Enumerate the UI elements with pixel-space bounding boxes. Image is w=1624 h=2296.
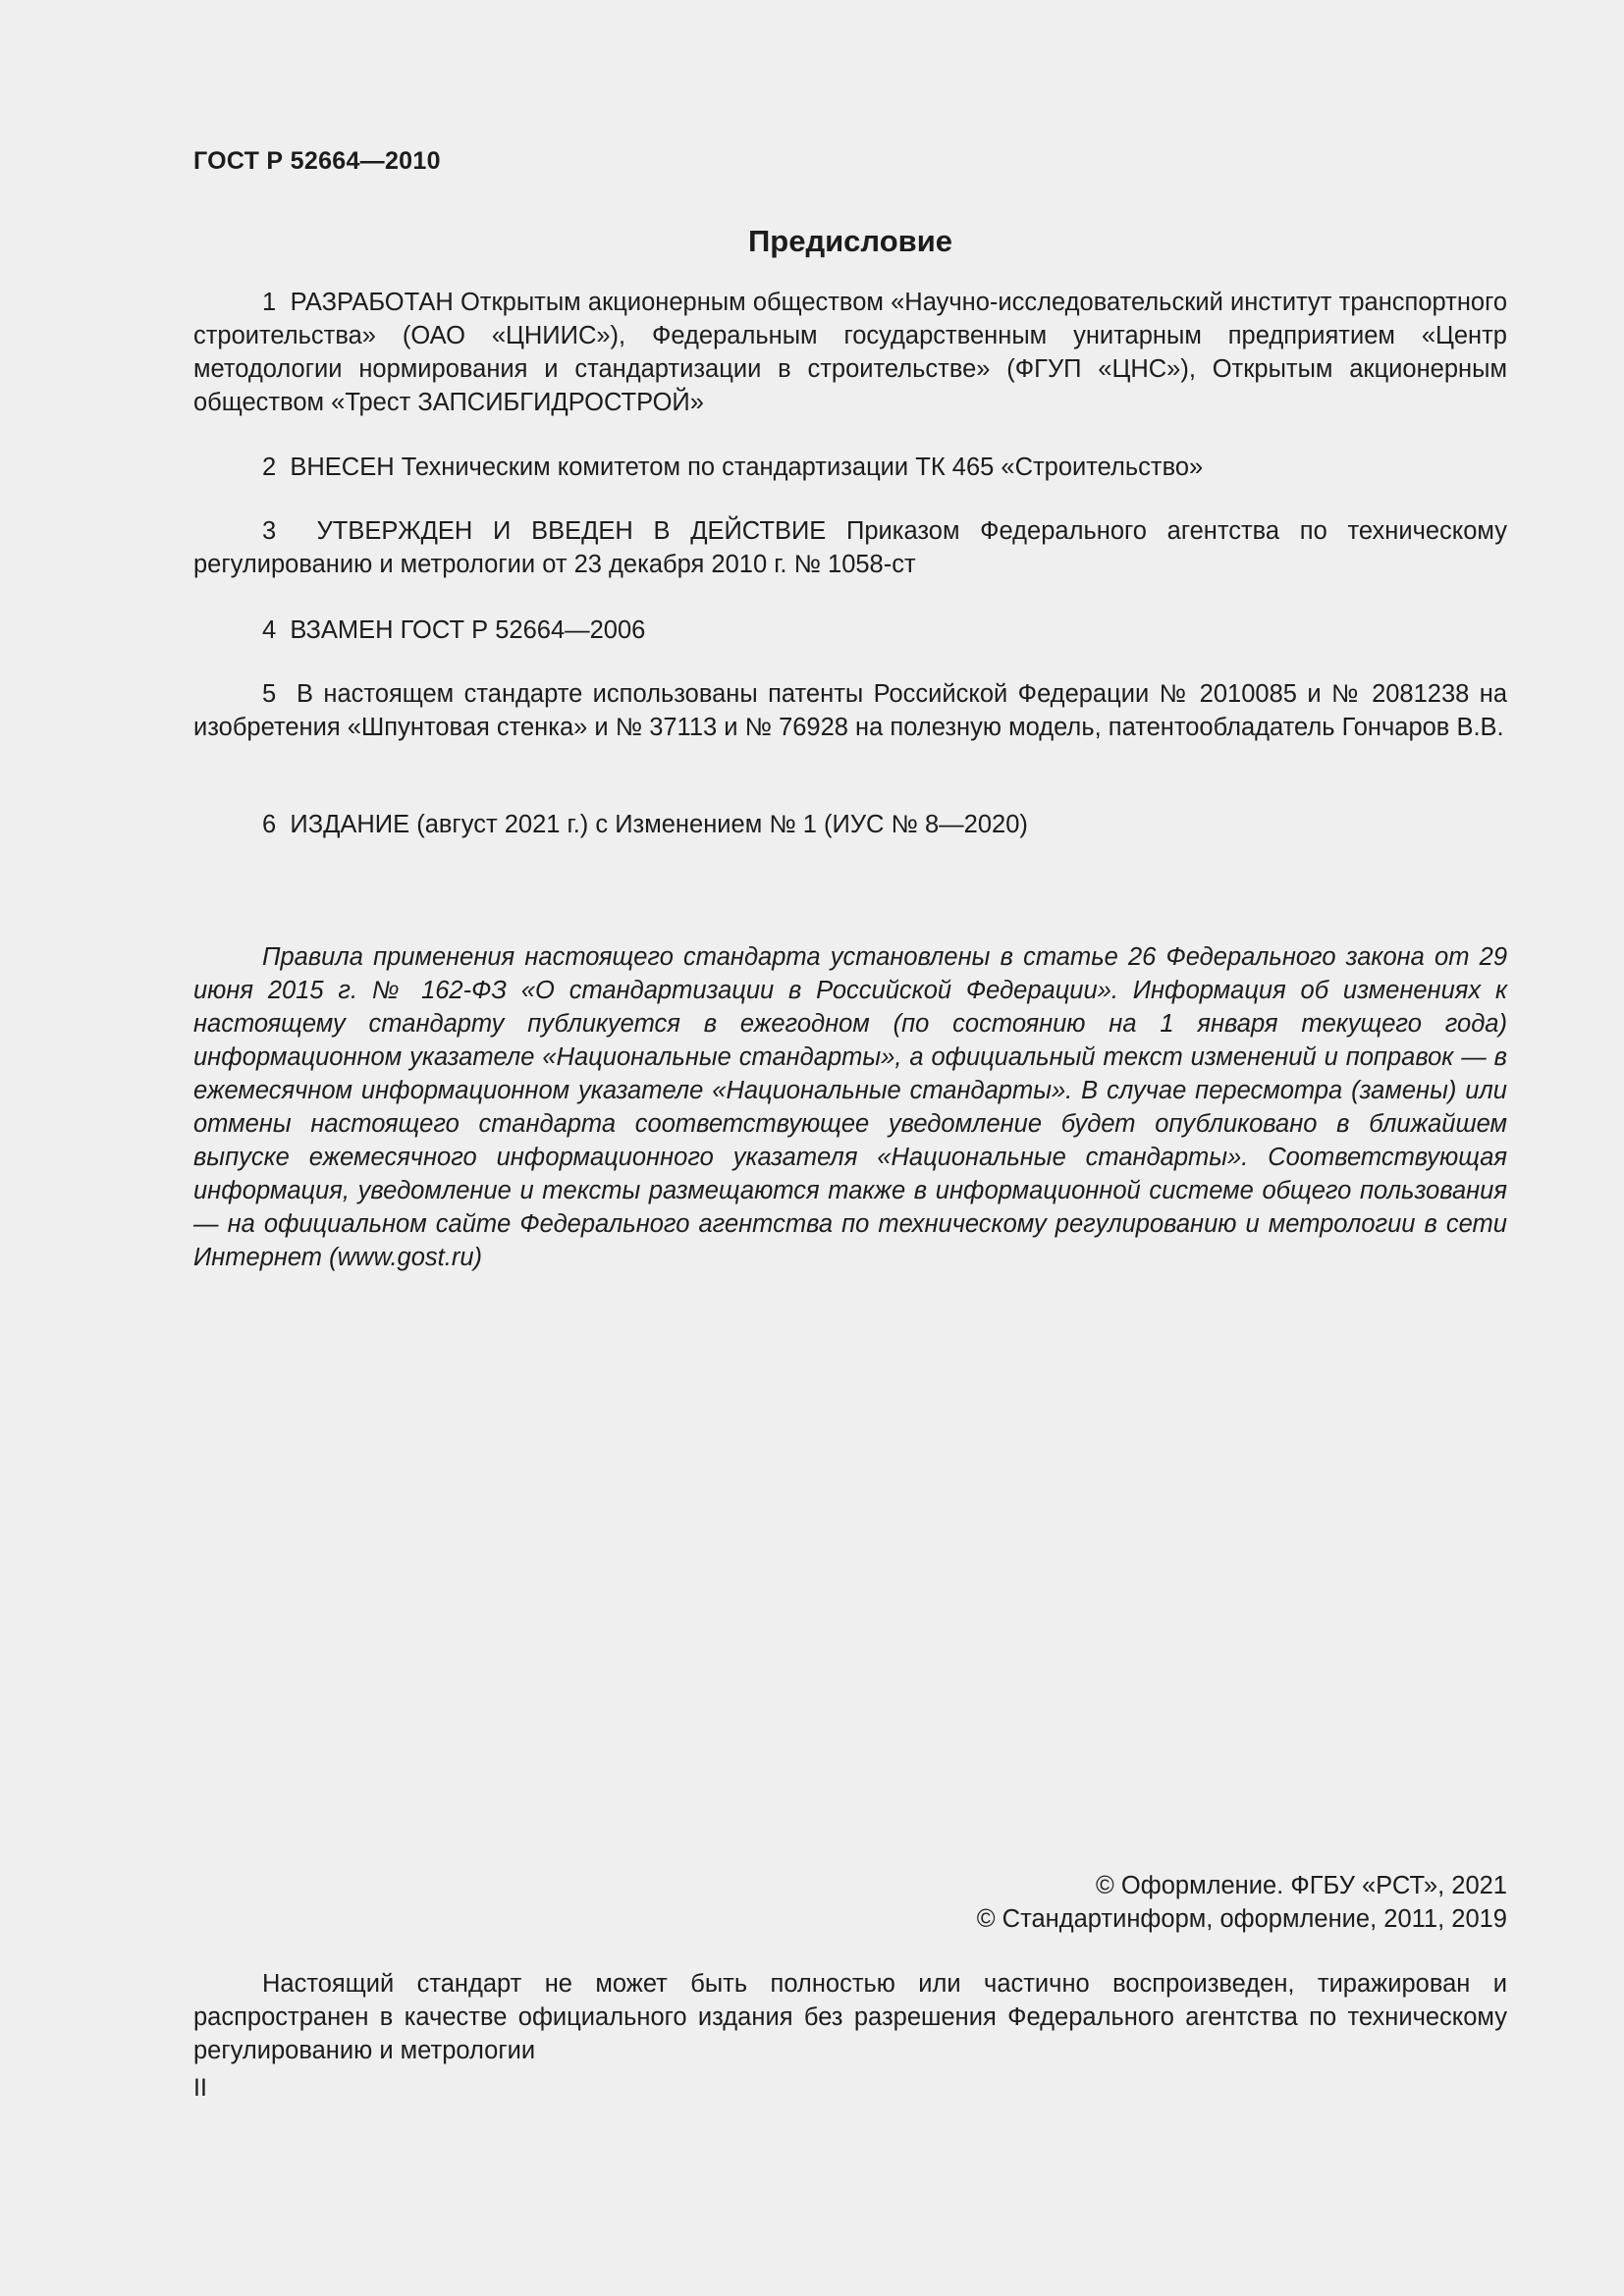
item-number: 2 (262, 454, 277, 481)
document-code: ГОСТ Р 52664—2010 (193, 147, 441, 175)
copyright-line-standartinform: © Стандартинформ, оформление, 2011, 2019 (976, 1905, 1507, 1933)
foreword-item-6 (193, 808, 1507, 841)
item-number: 5 (262, 680, 277, 708)
foreword-item-1 (193, 286, 1507, 419)
foreword-item-5 (193, 677, 1507, 744)
item-text: РАЗРАБОТАН Открытым акционерным обществом «Научно-исследовательский институт транспортного строительства» (ОАО «ЦНИИС»), Федеральным государственным унитарным предприятием «Центр методологии нормирования и стандартизации в строительстве» (ФГУП «ЦНС»), Открытым акционерным обществом «Трест ЗАПСИБГИДРОСТРОЙ» (193, 289, 1508, 416)
item-text: УТВЕРЖДЕН И ВВЕДЕН В ДЕЙСТВИЕ Приказом Федерального агентства по техническому регулированию и метрологии от 23 декабря 2010 г. № 1058-ст (193, 517, 1507, 578)
reproduction-notice (193, 1967, 1507, 2067)
application-rules-paragraph (193, 940, 1507, 1274)
item-number: 4 (262, 616, 277, 644)
rules-text: Правила применения настоящего стандарта установлены в статье 26 Федерального закона от 29 июня 2015 г. № 162-ФЗ «О стандартизации в Российской Федерации». Информация об изменениях к настоящему стандарту публикуется в ежегодном (по состоянию на 1 января текущего года) информационном указателе «Национальные стандарты», а официальный текст изменений и поправок — в ежемесячном информационном указателе «Национальные стандарты». В случае пересмотра (замены) или отмены настоящего стандарта соответствующее уведомление будет опубликовано в ближайшем выпуске ежемесячного информационного указателя «Национальные стандарты». Соответствующая информация, уведомление и тексты размещаются также в информационной системе общего пользования — на официальном сайте Федерального агентства по техническому регулированию и метрологии в сети Интернет (www.gost.ru) (193, 943, 1507, 1271)
notice-text: Настоящий стандарт не может быть полностью или частично воспроизведен, тиражирован и распространен в качестве официального издания без разрешения Федерального агентства по техническому регулированию и метрологии (193, 1970, 1507, 2064)
page-number: II (193, 2074, 207, 2102)
item-text: В настоящем стандарте использованы патенты Российской Федерации № 2010085 и № 2081238 на изобретения «Шпунтовая стенка» и № 37113 и № 76928 на полезную модель, патентообладатель Гончаров В.В. (193, 680, 1508, 741)
page-title: Предисловие (747, 224, 952, 258)
item-text: ИЗДАНИЕ (август 2021 г.) с Изменением № 1 (ИУС № 8—2020) (290, 811, 1028, 838)
item-number: 1 (262, 289, 277, 316)
foreword-item-2 (193, 451, 1507, 484)
item-text: ВЗАМЕН ГОСТ Р 52664—2006 (290, 616, 646, 644)
item-text: ВНЕСЕН Техническим комитетом по стандартизации ТК 465 «Строительство» (290, 454, 1204, 481)
copyright-line-rst: © Оформление. ФГБУ «РСТ», 2021 (1096, 1872, 1507, 1899)
copyright-block (193, 1869, 1507, 1936)
foreword-item-3 (193, 514, 1507, 581)
item-number: 6 (262, 811, 277, 838)
item-number: 3 (262, 517, 277, 545)
foreword-item-4 (193, 614, 1507, 647)
